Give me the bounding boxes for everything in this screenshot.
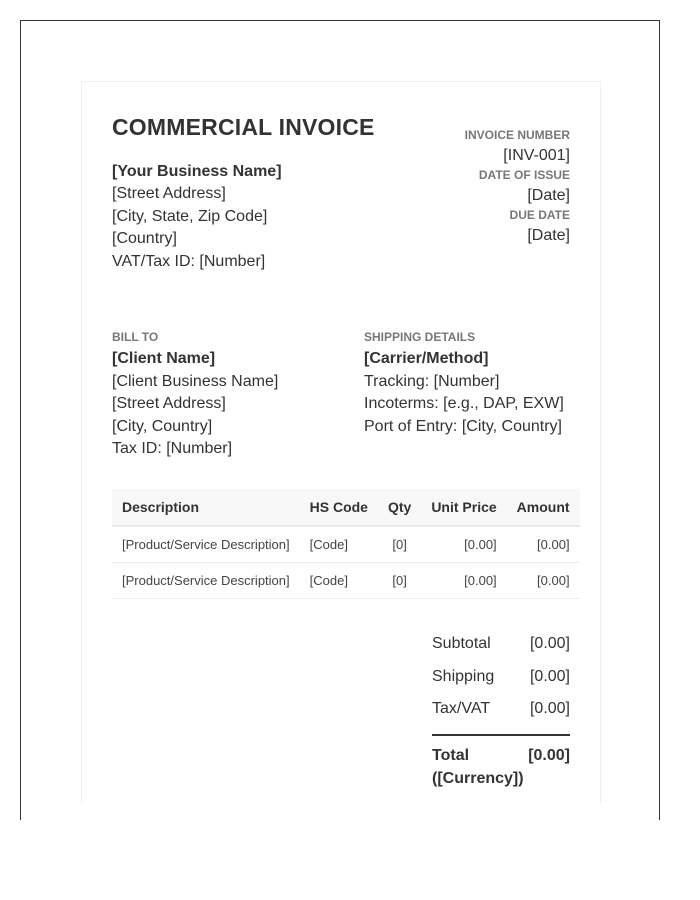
invoice-meta-block — [465, 128, 570, 248]
bill-to-block — [112, 330, 278, 461]
row-description: [Product/Service Description] — [112, 526, 300, 563]
row-qty: [0] — [378, 563, 421, 599]
shipping-details-label: SHIPPING DETAILS — [364, 330, 476, 344]
table-row — [112, 563, 580, 599]
row-amount: [0.00] — [507, 563, 580, 599]
shipping-details-block — [364, 330, 564, 438]
client-city-country: [City, Country] — [112, 417, 213, 435]
seller-address-block — [112, 161, 282, 273]
shipping-label: Shipping — [432, 667, 495, 685]
table-row — [112, 526, 580, 563]
tax-label: Tax/VAT — [432, 700, 491, 717]
shipping-row — [432, 665, 570, 698]
row-description: [Product/Service Description] — [112, 563, 300, 599]
total-label-line2: ([Currency]) — [432, 769, 524, 787]
header-description: Description — [112, 489, 300, 526]
line-items-table — [112, 489, 580, 599]
row-hs-code: [Code] — [300, 526, 378, 563]
total-label-line1: Total — [432, 746, 470, 764]
carrier-method: [Carrier/Method] — [364, 350, 489, 367]
bill-to-label: BILL TO — [112, 330, 159, 344]
row-unit-price: [0.00] — [421, 526, 506, 563]
total-value: [0.00] — [528, 746, 570, 764]
total-label — [432, 744, 524, 790]
total-row — [432, 744, 570, 790]
client-name: [Client Name] — [112, 350, 216, 367]
table-header-row — [112, 489, 580, 526]
tax-row — [432, 697, 570, 730]
row-qty: [0] — [378, 526, 421, 563]
tax-value: [0.00] — [529, 700, 570, 717]
seller-city-state-zip: [City, State, Zip Code] — [112, 207, 268, 225]
seller-country: [Country] — [112, 230, 177, 248]
seller-vat-id: VAT/Tax ID: [Number] — [112, 252, 266, 270]
invoice-number: [INV-001] — [503, 147, 570, 164]
header-unit-price: Unit Price — [421, 489, 506, 526]
client-street: [Street Address] — [112, 395, 226, 413]
subtotal-value: [0.00] — [529, 635, 570, 652]
incoterms: Incoterms: [e.g., DAP, EXW] — [364, 395, 564, 413]
due-date-label: DUE DATE — [509, 208, 570, 222]
invoice-number-label: INVOICE NUMBER — [464, 128, 570, 142]
seller-business-name: [Your Business Name] — [112, 163, 282, 180]
due-date: [Date] — [527, 227, 570, 244]
header-amount: Amount — [507, 489, 580, 526]
tracking-number: Tracking: [Number] — [364, 372, 500, 390]
header-qty: Qty — [378, 489, 421, 526]
totals-block — [432, 632, 570, 790]
invoice-title: COMMERCIAL INVOICE — [112, 114, 375, 140]
date-of-issue-label: DATE OF ISSUE — [478, 168, 570, 182]
subtotal-row — [432, 632, 570, 665]
totals-divider — [432, 734, 570, 736]
port-of-entry: Port of Entry: [City, Country] — [364, 417, 562, 435]
date-of-issue: [Date] — [527, 187, 570, 204]
row-hs-code: [Code] — [300, 563, 378, 599]
seller-street: [Street Address] — [112, 185, 226, 203]
row-unit-price: [0.00] — [421, 563, 506, 599]
client-business-name: [Client Business Name] — [112, 372, 279, 390]
shipping-value: [0.00] — [529, 667, 570, 685]
header-hs-code: HS Code — [300, 489, 378, 526]
client-tax-id: Tax ID: [Number] — [112, 440, 233, 458]
subtotal-label: Subtotal — [432, 635, 491, 652]
row-amount: [0.00] — [507, 526, 580, 563]
